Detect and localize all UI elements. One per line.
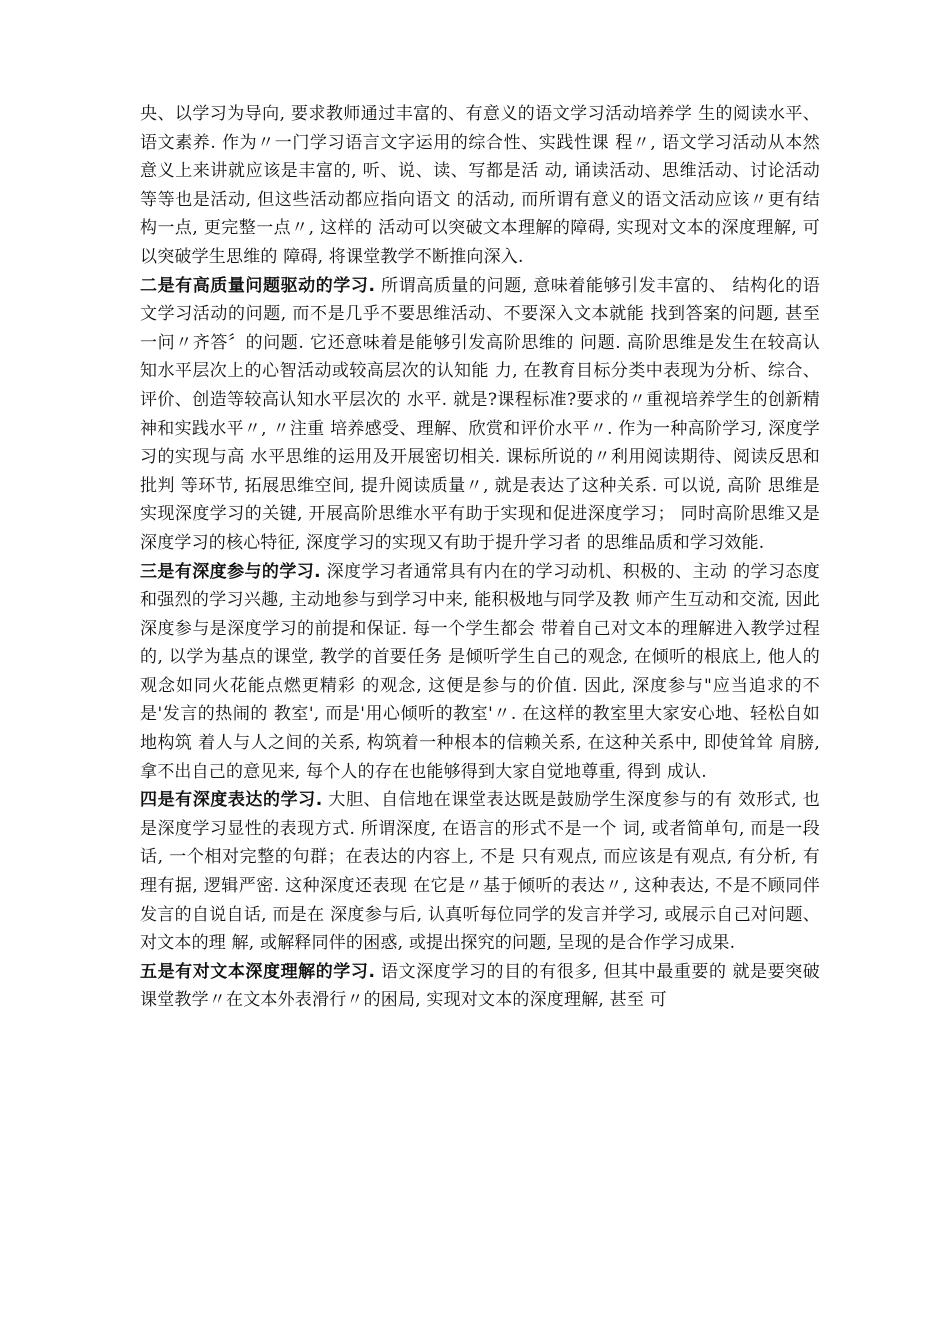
paragraph-heading: 三是有深度参与的学习. — [140, 561, 321, 582]
paragraph-body: 央、以学习为导向, 要求教师通过丰富的、有意义的语文学习活动培养学 生的阅读水平、语文素养. 作为〃一门学习语言文字运用的综合性、实践性课 程〃, 语文学习活动从本然意义上来讲就应该是丰富的, 听、说、读、写都是活 动, 诵读活动、思维活动、讨论活动等等也是活动, 但这些活动都应指向语文 的活动, 而所谓有意义的语文活动应该〃更有结构一点, 更完整一点〃, 这样的 活动可以突破文本理解的障碍, 实现对文本的深度理解, 可以突破学生思维的 障碍, 将课堂教学不断推向深入. — [140, 104, 820, 267]
paragraph-intro — [140, 100, 820, 272]
paragraph-body: 所谓高质量的问题, 意味着能够引发丰富的、 结构化的语文学习活动的问题, 而不是几乎不要思维活动、不要深入文本就能 找到答案的问题, 甚至一问〃齐答〞的问题. 它还意味着是能够引发高阶思维的 问题. 高阶思维是发生在较高认知水平层次上的心智活动或较高层次的认知能 力, 在教育目标分类中表现为分析、综合、评价、创造等较高认知水平层次的 水平. 就是?课程标准?要求的〃重视培养学生的创新精神和实践水平〃, 〃注重 培养感受、理解、欣赏和评价水平〃. 作为一种高阶学习, 深度学习的实现与高 水平思维的运用及开展密切相关. 课标所说的〃利用阅读期待、阅读反思和批判 等环节, 拓展思维空间, 提升阅读质量〃, 就是表达了这种关系. 可以说, 高阶 思维是实现深度学习的关键, 开展高阶思维水平有助于实现和促进深度学习； 同时高阶思维又是深度学习的核心特征, 深度学习的实现又有助于提升学习者 的思维品质和学习效能. — [140, 275, 821, 553]
paragraph-body: 大胆、自信地在课堂表达既是鼓励学生深度参与的有 效形式, 也是深度学习显性的表现方式. 所谓深度, 在语言的形式不是一个 词, 或者简单句, 而是一段话, 一个相对完整的句群；在表达的内容上, 不是 只有观点, 而应该是有观点, 有分析, 有理有据, 逻辑严密. 这种深度还表现 在它是〃基于倾听的表达〃, 这种表达, 不是不顾同伴发言的自说自话, 而是在 深度参与后, 认真听每位同学的发言并学习, 或展示自己对问题、对文本的理 解, 或解释同伴的困惑, 或提出探究的问题, 呈现的是合作学习成果. — [140, 790, 820, 954]
paragraph-deep-expression — [140, 786, 820, 958]
paragraph-heading: 五是有对文本深度理解的学习. — [140, 961, 376, 982]
paragraph-heading: 二是有高质量问题驱动的学习. — [140, 275, 376, 296]
paragraph-heading: 四是有深度表达的学习. — [140, 790, 323, 811]
paragraph-body: 深度学习者通常具有内在的学习动机、积极的、主动 的学习态度和强烈的学习兴趣, 主动地参与到学习中来, 能积极地与同学及教 师产生互动和交流, 因此深度参与是深度学习的前提和保证. 每一个学生都会 带着自己对文本的理解进入教学过程的, 以学为基点的课堂, 教学的首要任务 是倾听学生自己的观念, 在倾听的根底上, 他人的观念如同火花能点燃更精彩 的观念, 这便是参与的价值. 因此, 深度参与"应当追求的不是'发言的热闹的 教室', 而是'用心倾听的教室'〃. 在这样的教室里大家安心地、轻松自如地构筑 着人与人之间的关系, 构筑着一种根本的信赖关系, 在这种关系中, 即使耸耸 肩膀, 拿不出自己的意见来, 每个人的存在也能够得到大家自觉地尊重, 得到 成认. — [140, 561, 820, 782]
paragraph-deep-text-understanding — [140, 958, 820, 1015]
document-text — [140, 100, 820, 1015]
paragraph-deep-participation — [140, 558, 820, 787]
paragraph-high-quality-questions — [140, 272, 820, 558]
paragraph-body: 语文深度学习的目的有很多, 但其中最重要的 就是要突破课堂教学〃在文本外表滑行〃的困局, 实现对文本的深度理解, 甚至 可 — [140, 961, 821, 1011]
